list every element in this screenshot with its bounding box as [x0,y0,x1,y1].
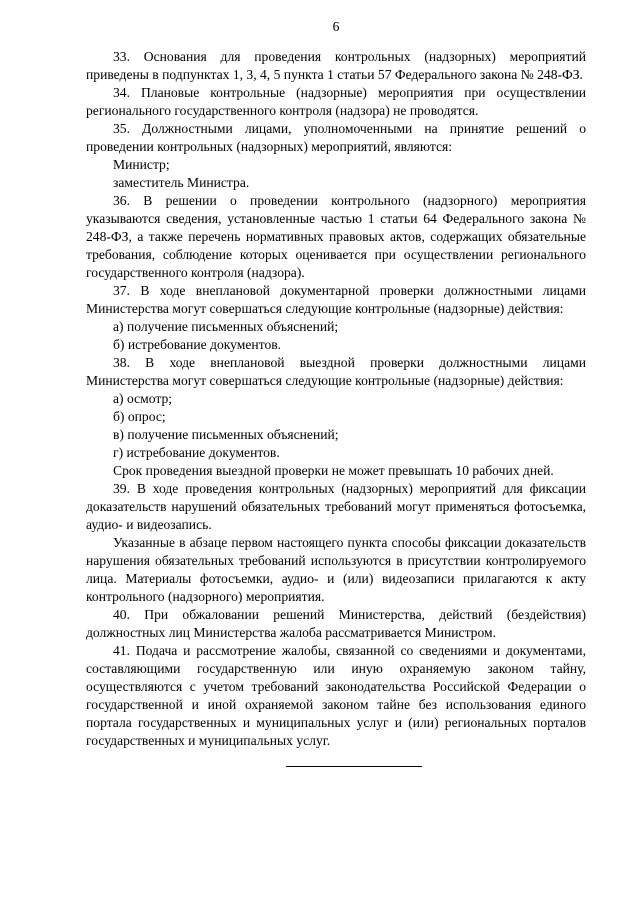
list-item-38d: г) истребование документов. [113,445,280,460]
list-item-38c: в) получение письменных объяснений; [113,427,339,442]
list-item-38b: б) опрос; [113,409,166,424]
paragraph-inspection-term: Срок проведения выездной проверки не может превышать 10 рабочих дней. [113,463,554,478]
list-item-deputy-minister: заместитель Министра. [113,175,250,190]
paragraph-41: 41. Подача и рассмотрение жалобы, связанной со сведениями и документами, составляющими государственную или иную охраняемую законом тайну, осуществляются с учетом требований законодательства Российской Федерации о государственной и иной охраняемой законом тайне без использования единого портала государственных и муниципальных услуг и (или) региональных порталов государственных и муниципальных услуг. [86,643,586,748]
list-item-37a: а) получение письменных объяснений; [113,319,339,334]
list-item-37b: б) истребование документов. [113,337,282,352]
list-item-minister: Министр; [113,157,170,172]
paragraph-35: 35. Должностными лицами, уполномоченными на принятие решений о проведении контрольных (надзорных) мероприятий, являются: [86,121,586,154]
paragraph-39-second: Указанные в абзаце первом настоящего пункта способы фиксации доказательств нарушения обязательных требований используются в присутствии контролируемого лица. Материалы фотосъемки, аудио- и (или) видеозаписи прилагаются к акту контрольного (надзорного) мероприятия. [86,535,586,604]
paragraph-39: 39. В ходе проведения контрольных (надзорных) мероприятий для фиксации доказательств нарушений обязательных требований могут применяться фотосъемка, аудио- и видеозапись. [86,481,586,532]
paragraph-33: 33. Основания для проведения контрольных (надзорных) мероприятий приведены в подпунктах 1, 3, 4, 5 пункта 1 статьи 57 Федерального закона № 248-ФЗ. [86,49,586,82]
end-divider [286,766,422,767]
paragraph-36: 36. В решении о проведении контрольного (надзорного) мероприятия указываются сведения, установленные частью 1 статьи 64 Федерального закона № 248-ФЗ, а также перечень нормативных правовых актов, содержащих обязательные требования, соблюдение которых оценивается при осуществлении регионального государственного контроля (надзора). [86,193,586,280]
paragraph-38: 38. В ходе внеплановой выездной проверки должностными лицами Министерства могут совершаться следующие контрольные (надзорные) действия: [86,355,586,388]
paragraph-37: 37. В ходе внеплановой документарной проверки должностными лицами Министерства могут совершаться следующие контрольные (надзорные) действия: [86,283,586,316]
list-item-38a: а) осмотр; [113,391,173,406]
paragraph-34: 34. Плановые контрольные (надзорные) мероприятия при осуществлении регионального государственного контроля (надзора) не проводятся. [86,85,586,118]
page-number: 6 [332,19,340,34]
paragraph-40: 40. При обжаловании решений Министерства, действий (бездействия) должностных лиц Министерства жалоба рассматривается Министром. [86,607,586,640]
